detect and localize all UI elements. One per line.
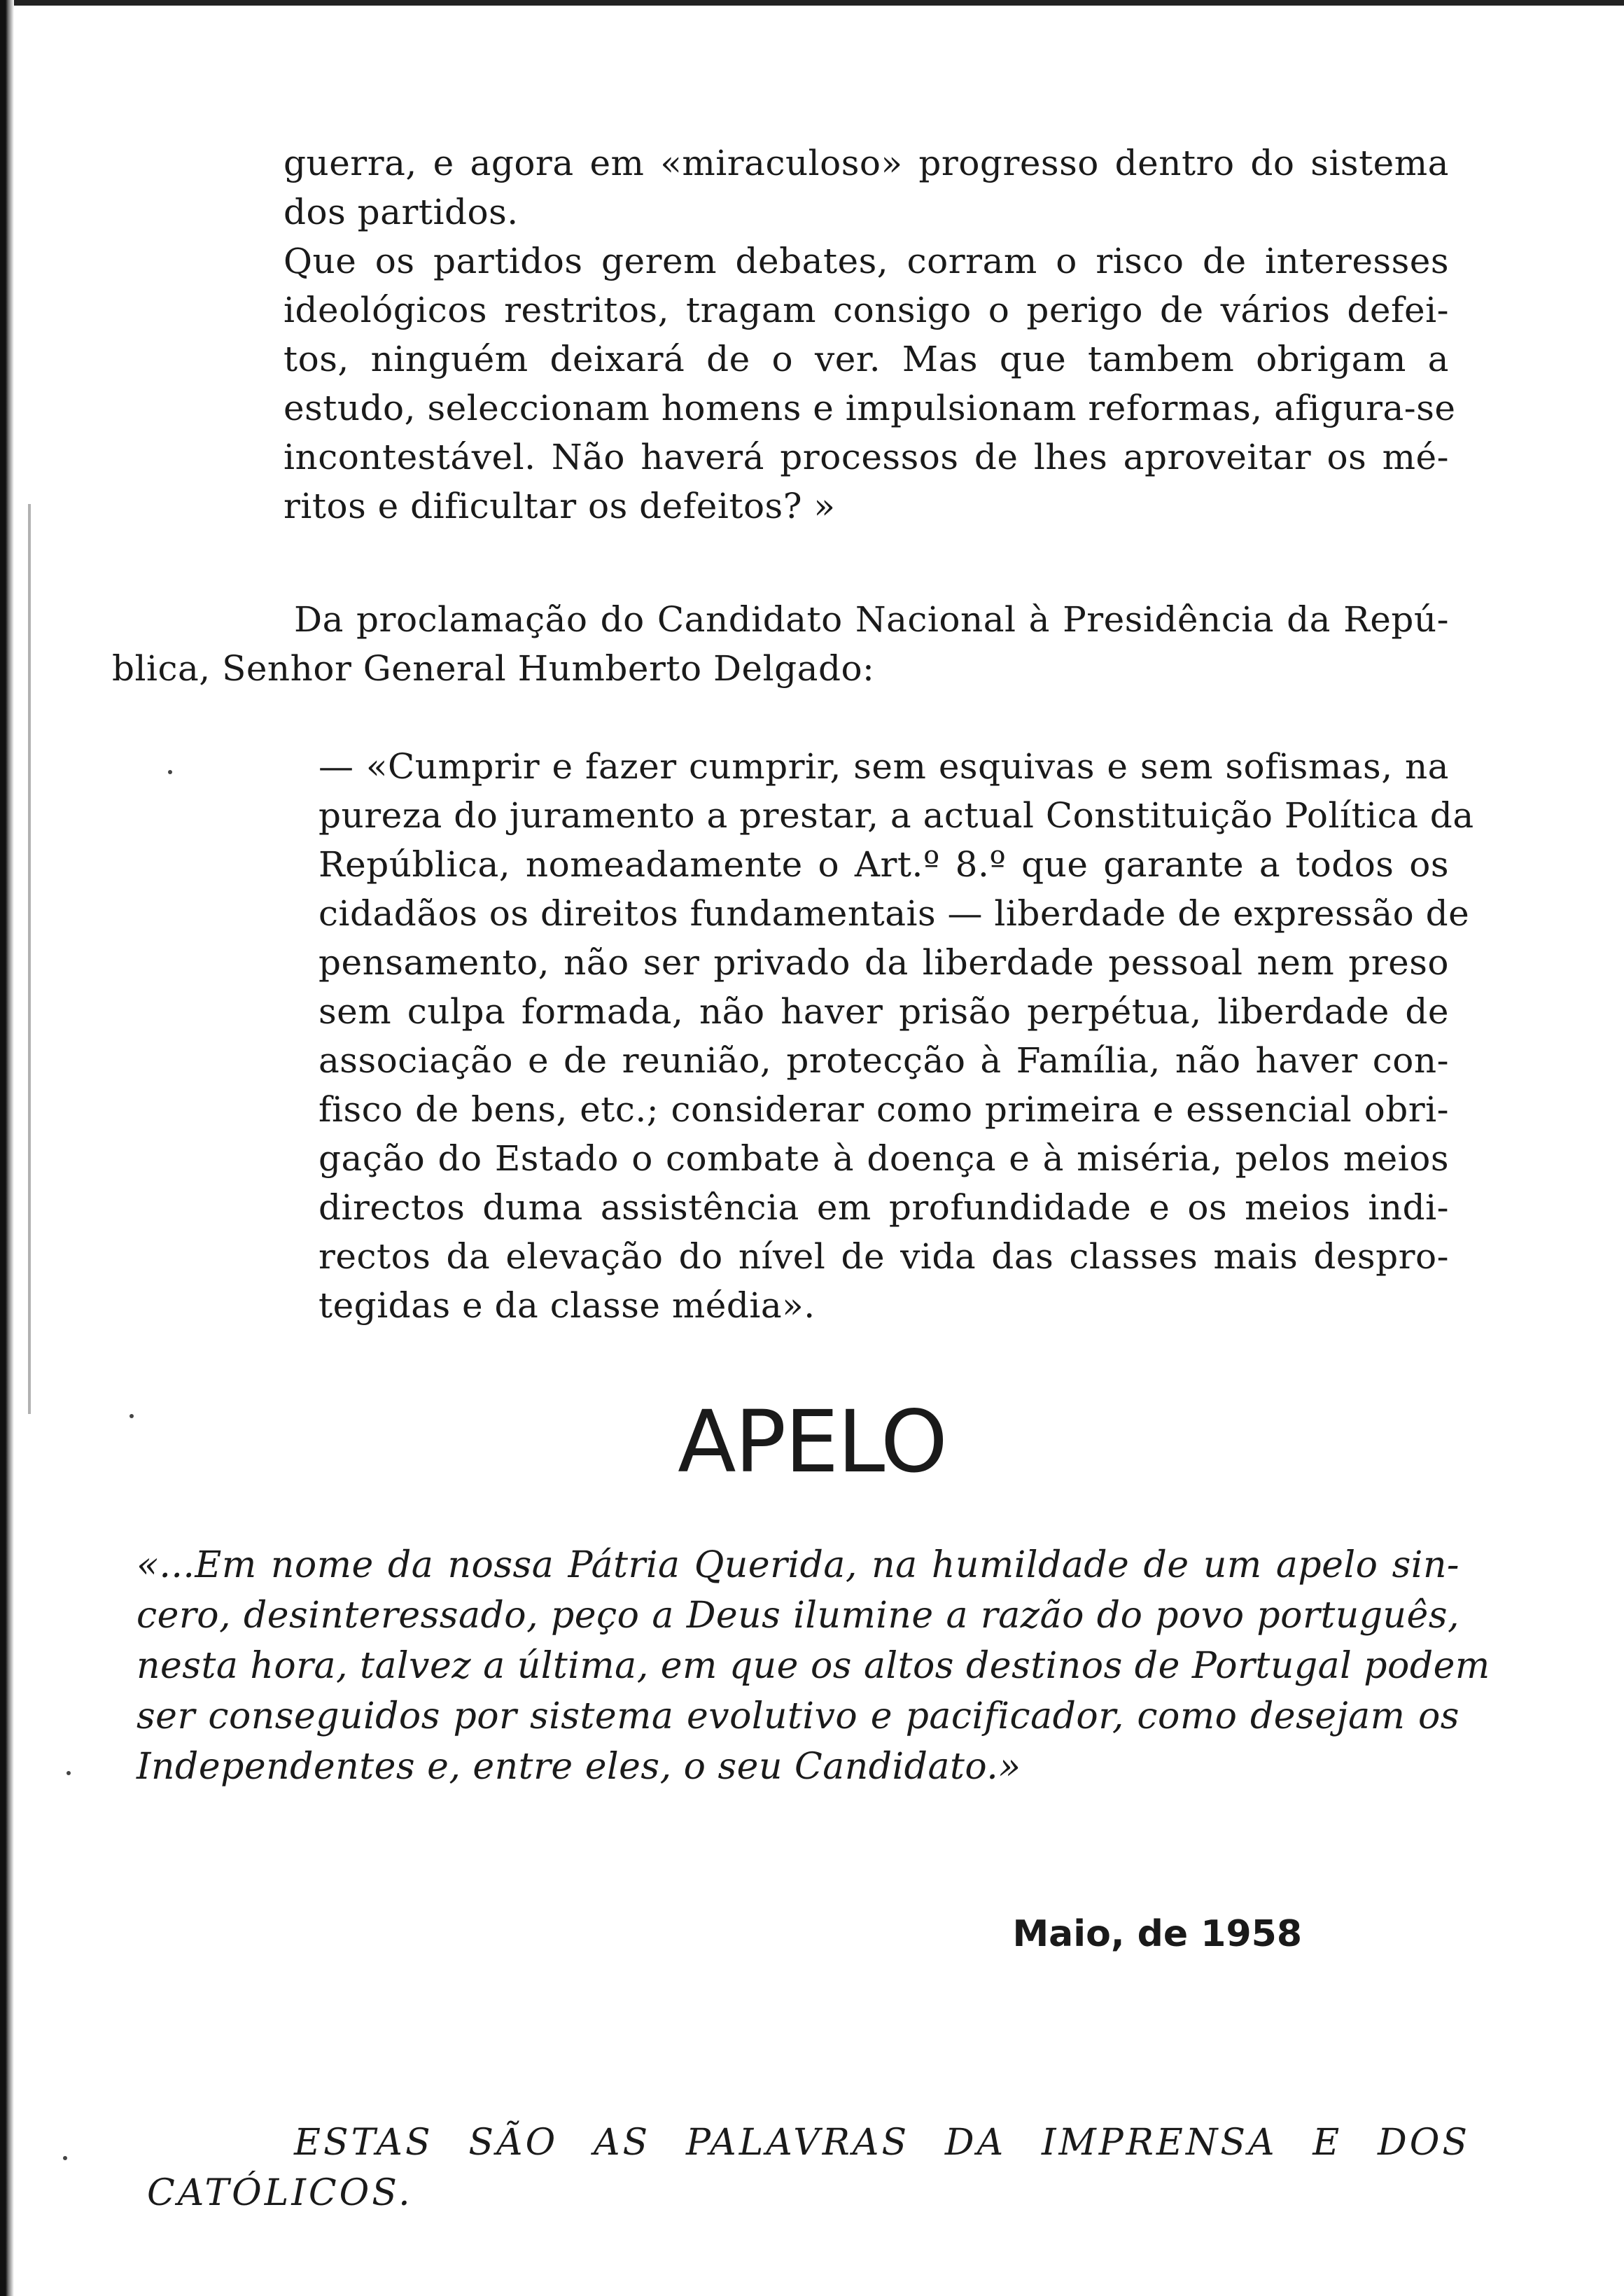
- text-line: estudo, seleccionam homens e impulsionam reformas, afigura-se: [284, 388, 1456, 428]
- print-speck: [66, 1771, 71, 1775]
- text-line: pureza do juramento a prestar, a actual Constituição Política da: [318, 795, 1474, 836]
- binding-shadow: [28, 504, 31, 1414]
- text-line: tos, ninguém deixará de o ver. Mas que tambem obrigam a: [284, 339, 1449, 379]
- text-line: Da proclamação do Candidato Nacional à Presidência da Repú-: [294, 599, 1449, 640]
- text-line: ritos e dificultar os defeitos? »: [284, 486, 836, 526]
- text-line: gação do Estado o combate à doença e à miséria, pelos meios: [318, 1138, 1449, 1179]
- opening-paragraph: [284, 139, 1456, 531]
- text-line: «...Em nome da nossa Pátria Querida, na humildade de um apelo sin-: [136, 1544, 1460, 1586]
- text-line: blica, Senhor General Humberto Delgado:: [112, 648, 875, 689]
- text-line: rectos da elevação do nível de vida das classes mais despro-: [318, 1236, 1449, 1277]
- text-line: fisco de bens, etc.; considerar como primeira e essencial obri-: [318, 1089, 1449, 1130]
- text-line: cero, desinteressado, peço a Deus ilumine a razão do povo português,: [136, 1595, 1460, 1637]
- text-line: guerra, e agora em «miraculoso» progresso dentro do sistema: [284, 143, 1449, 183]
- text-line: ser conseguidos por sistema evolutivo e pacificador, como desejam os: [136, 1695, 1460, 1737]
- section-heading: APELO: [678, 1392, 946, 1492]
- text-line: nesta hora, talvez a última, em que os altos destinos de Portugal podem: [136, 1645, 1490, 1687]
- text-line: cidadãos os direitos fundamentais — liberdade de expressão de: [318, 893, 1470, 934]
- closing-statement: [147, 2118, 1470, 2218]
- page-left-edge: [0, 0, 14, 2296]
- text-line: ideológicos restritos, tragam consigo o perigo de vários defei-: [284, 290, 1449, 330]
- text-line: directos duma assistência em profundidade e os meios indi-: [318, 1187, 1449, 1228]
- text-line: — «Cumprir e fazer cumprir, sem esquivas e sem sofismas, na: [318, 746, 1449, 787]
- page-top-edge: [0, 0, 1624, 6]
- text-line: tegidas e da classe média».: [318, 1285, 816, 1326]
- text-line: sem culpa formada, não haver prisão perpétua, liberdade de: [318, 991, 1449, 1032]
- text-line: Independentes e, entre eles, o seu Candidato.»: [136, 1746, 1021, 1788]
- print-speck: [63, 2156, 67, 2160]
- intro-paragraph: [112, 595, 1449, 693]
- text-line: República, nomeadamente o Art.º 8.º que garante a todos os: [318, 844, 1449, 885]
- text-line: dos partidos.: [284, 192, 519, 232]
- proclamation-quote: [318, 742, 1474, 1330]
- appeal-paragraph: [136, 1540, 1490, 1792]
- print-speck: [168, 770, 172, 774]
- text-line: CATÓLICOS.: [147, 2172, 413, 2214]
- text-line: associação e de reunião, protecção à Família, não haver con-: [318, 1040, 1449, 1081]
- text-line: pensamento, não ser privado da liberdade pessoal nem preso: [318, 942, 1449, 983]
- text-line: ESTAS SÃO AS PALAVRAS DA IMPRENSA E DOS: [294, 2122, 1470, 2164]
- print-speck: [130, 1414, 134, 1418]
- text-line: incontestável. Não haverá processos de lhes aproveitar os mé-: [284, 437, 1449, 477]
- text-line: Que os partidos gerem debates, corram o risco de interesses: [284, 241, 1449, 281]
- date-signature: Maio, de 1958: [1012, 1913, 1302, 1955]
